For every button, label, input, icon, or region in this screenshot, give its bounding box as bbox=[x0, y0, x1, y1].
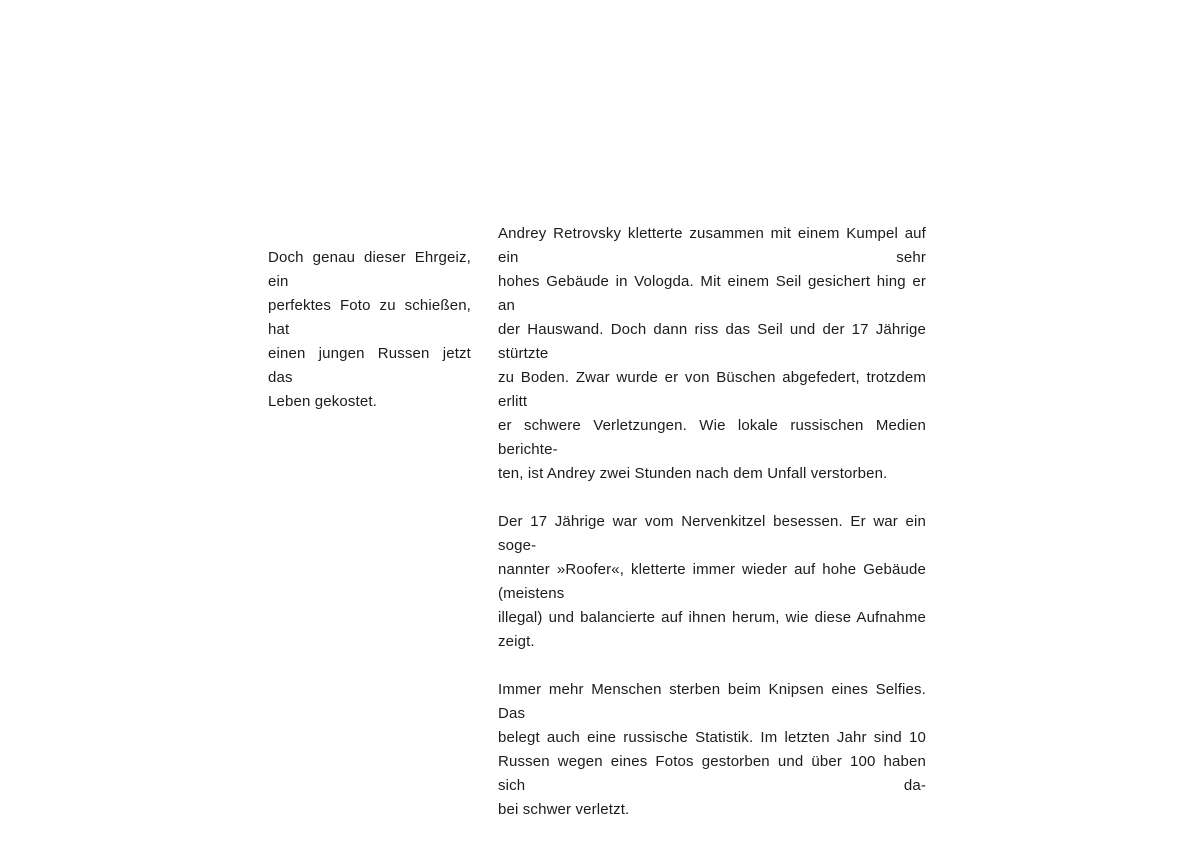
text-line: perfektes Foto zu schießen, hat bbox=[268, 297, 471, 338]
text-line: illegal) und balancierte auf ihnen herum, wie diese Aufnahme zeigt. bbox=[498, 609, 926, 650]
text-line: Doch genau dieser Ehrgeiz, ein bbox=[268, 249, 471, 290]
text-line: Der 17 Jährige war vom Nervenkitzel besessen. Er war ein soge- bbox=[498, 513, 926, 554]
text-line: ten, ist Andrey zwei Stunden nach dem Unfall verstorben. bbox=[498, 465, 888, 482]
text-line: er schwere Verletzungen. Wie lokale russischen Medien berichte- bbox=[498, 417, 926, 458]
text-line: hohes Gebäude in Vologda. Mit einem Seil gesichert hing er an bbox=[498, 273, 926, 314]
text-line: der Hauswand. Doch dann riss das Seil und der 17 Jährige stürtzte bbox=[498, 321, 926, 362]
text-line: nannter »Roofer«, kletterte immer wieder auf hohe Gebäude (meistens bbox=[498, 561, 926, 602]
body-paragraph-accident bbox=[498, 222, 926, 486]
text-line: einen jungen Russen jetzt das bbox=[268, 345, 471, 386]
text-line: belegt auch eine russische Statistik. Im letzten Jahr sind 10 bbox=[498, 729, 926, 746]
text-line: bei schwer verletzt. bbox=[498, 801, 630, 818]
text-line: Russen wegen eines Fotos gestorben und über 100 haben sich da- bbox=[498, 753, 926, 794]
body-paragraph-roofer bbox=[498, 510, 926, 654]
intro-paragraph bbox=[268, 246, 471, 414]
text-line: Leben gekostet. bbox=[268, 393, 378, 410]
body-text-column bbox=[498, 222, 926, 822]
text-line: zu Boden. Zwar wurde er von Büschen abgefedert, trotzdem erlitt bbox=[498, 369, 926, 410]
body-paragraph-statistic bbox=[498, 678, 926, 822]
text-line: Andrey Retrovsky kletterte zusammen mit einem Kumpel auf ein sehr bbox=[498, 225, 926, 266]
text-line: Immer mehr Menschen sterben beim Knipsen eines Selfies. Das bbox=[498, 681, 926, 722]
